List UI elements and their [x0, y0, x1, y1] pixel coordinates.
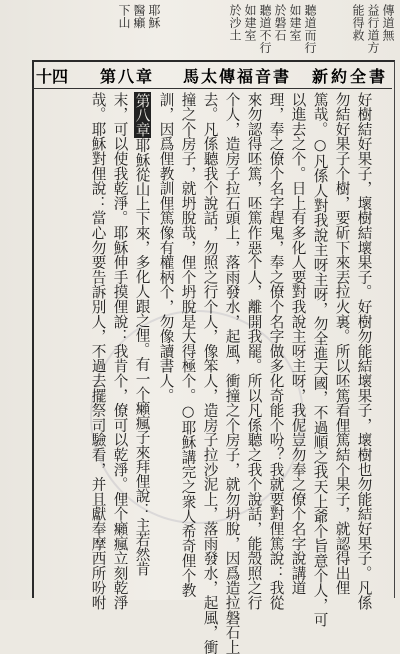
- header-gospel-title: 馬太傳福音書: [182, 66, 291, 86]
- margin-note-mid-4: 聽道不行: [258, 4, 272, 54]
- body-column-8: 去。凡係聽我个說話，勿照之行个人，像笨人，造房子拉沙泥上，落雨發水，起風，衝: [201, 92, 219, 654]
- body-column-5: 理，奉之僚个名字趕鬼，奉之僚个名字做多化奇能个吩？我就要對俚篤說：我從: [267, 92, 285, 610]
- margin-note-mid-1: 聽道而行: [303, 4, 317, 54]
- body-column-6: 來勿認得呸篤，呸篤作惡个人，離開我罷。所以凡係聽之我个說話，能殼照之行: [245, 92, 263, 610]
- margin-note-top-b: 益行道方: [366, 4, 380, 54]
- chapter-label: 第八章: [133, 93, 151, 137]
- margin-note-top-a: 傳道無: [381, 4, 395, 42]
- margin-notes-top-block: [318, 4, 394, 60]
- margin-notes-middle-block: [212, 4, 316, 60]
- header-book-title: 新約全書: [311, 66, 388, 86]
- header-page-number: 十四: [36, 66, 69, 86]
- chapter-8-text-1: 耶穌從山上下來，多化人跟之俚。有一个癩瘋子來拜俚說：主若然肯: [133, 137, 151, 576]
- margin-note-mid-5: 如建室: [243, 4, 257, 42]
- margin-note-mid-6: 於沙土: [228, 4, 242, 42]
- margin-note-bottom-3: 下山: [117, 4, 131, 29]
- body-column-3: 篤哉。○凡係人對我說主呀主呀，勿全進天國，不過順之我天上爺个旨意个人，可: [311, 92, 329, 628]
- margin-note-bottom-2: 醫癩: [132, 4, 146, 29]
- body-column-9: 撞之个房子，就坍脫哉，俚个坍脫是大得極个。○耶穌講完之衆人希奇俚个教: [179, 92, 197, 598]
- body-column-4: 以進去之个。日上有多化人要對我說主呀主呀，我伲豈勿奉之僚个名字說講道: [289, 92, 307, 596]
- margin-note-top-c: 能得救: [351, 4, 365, 42]
- margin-note-mid-3: 於磐石: [273, 4, 287, 42]
- chapter-8-column-3: 哉。耶穌對俚說：當心勿要告訴別人，不過去擺祭司驗看，并且獻奉摩西所吩咐: [89, 92, 107, 610]
- margin-notes-bottom-block: [100, 4, 160, 60]
- chapter-8-column-2: 末，可以使我乾淨。耶穌伸手摸俚說：我肯个，僚可以乾淨。俚个癩瘋立刻乾淨: [111, 92, 129, 610]
- header-chapter: 第八章: [99, 66, 154, 86]
- body-column-2: 勿結好果子个樹，要斫下來丟拉火裏。所以呸篤看俚篤結个果子，就認得出俚: [333, 92, 351, 596]
- body-column-10: 訓，因爲俚教訓俚篤像有權柄个，勿像讀書人。: [157, 92, 175, 403]
- chapter-8-column-1: [134, 92, 149, 594]
- margin-note-mid-2: 如建室: [288, 4, 302, 42]
- header-bar: [36, 64, 388, 86]
- margin-note-bottom-1: 耶穌: [147, 4, 161, 29]
- header-rule: [32, 88, 392, 89]
- body-column-1: 好樹結好果子，壞樹結壞果子。好樹勿能結壞果子，壞樹也勿能結好果子。凡係: [355, 92, 373, 610]
- body-column-7: 个人，造房子拉石頭上，落雨發水，起風，衝撞之个房子，就勿坍脫，因爲造拉磐石上: [223, 92, 241, 654]
